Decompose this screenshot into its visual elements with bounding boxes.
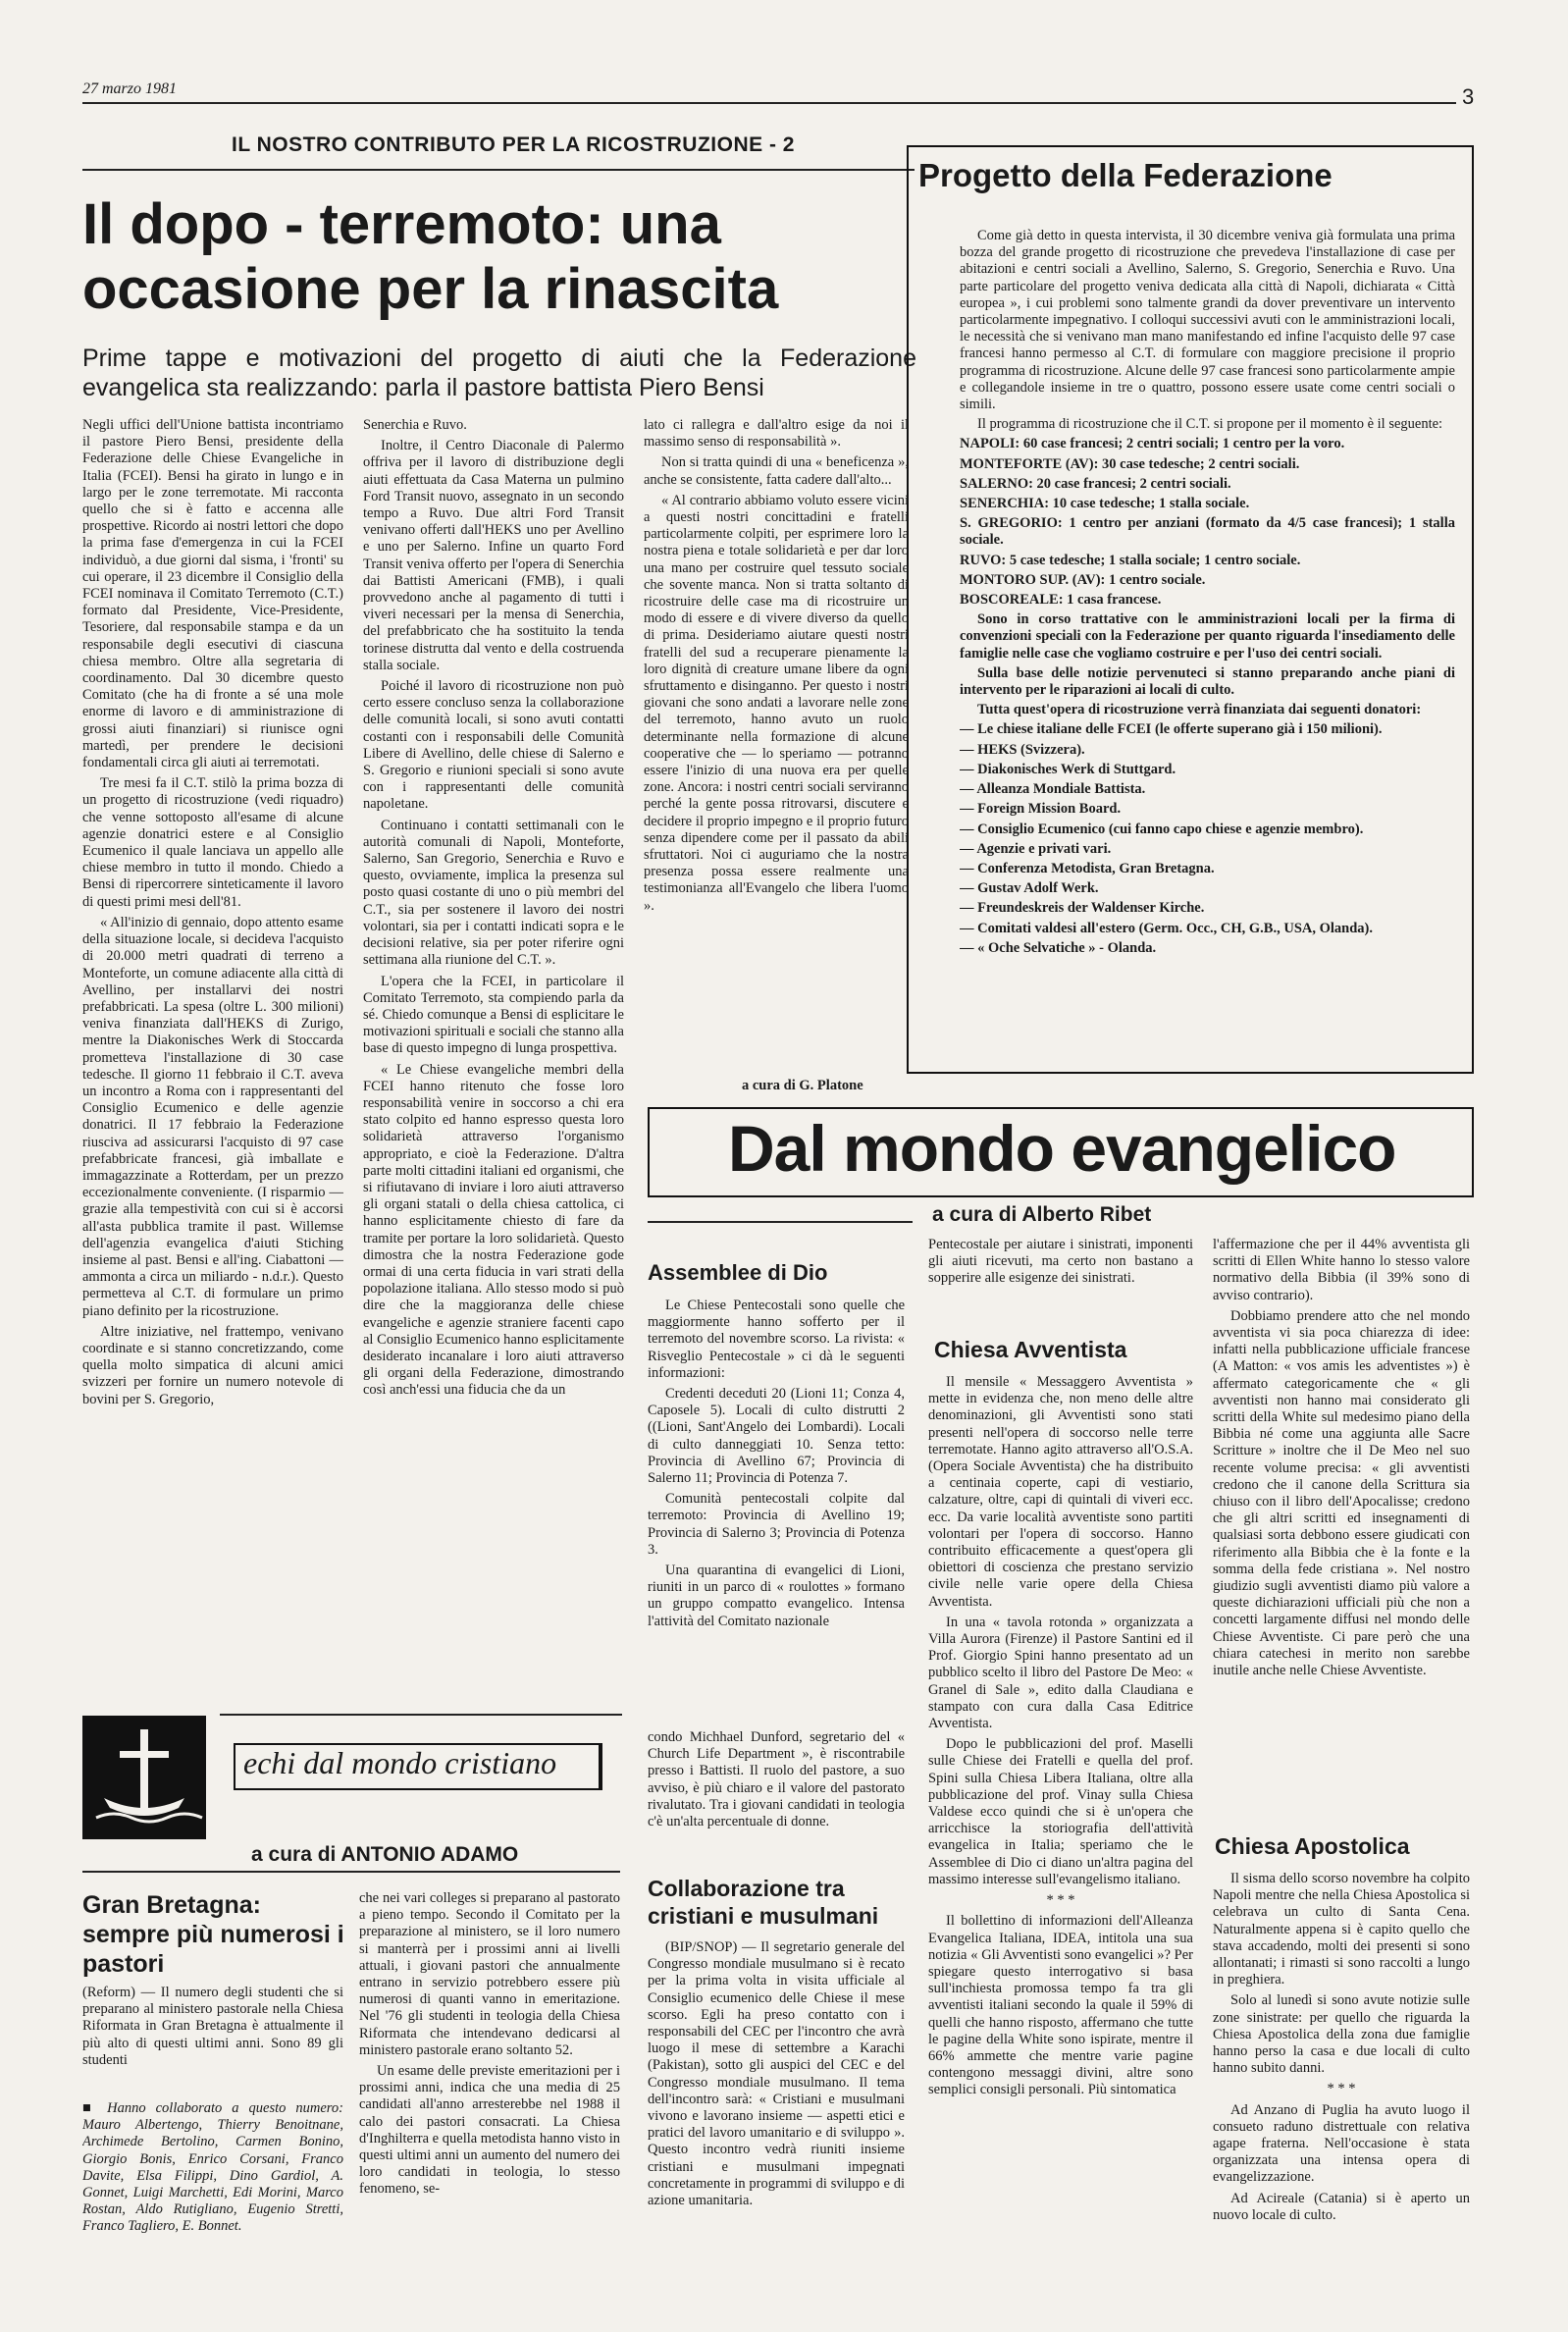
program-item: BOSCOREALE: 1 casa francese. [960, 592, 1162, 609]
echi-logo [82, 1716, 206, 1839]
mondo-rule [648, 1221, 913, 1223]
apostolica-title: Chiesa Apostolica [1215, 1833, 1410, 1859]
paragraph: (BIP/SNOP) — Il segretario generale del Congresso mondiale musulmano si è recato per la prima volta in visita ufficiale al Consiglio ecumenico delle Chiese il mese scorso. Egli ha preso contatto con i responsabili del CEC per l'incontro che avrà luogo il mese di settembre a Karachi (Pakistan), sotto gli auspici del CEC e del Congresso mondiale musulmano. Il tema dell'incontro sarà: « Cristiani e musulmani vivono e lavorano insieme — aspetti etici e pratici del lavoro umanitario e di sviluppo ». Questo incontro vedrà riuniti insieme cristiani e musulmani impegnati concretamente in programmi di sviluppo e di azione umanitaria. [648, 1939, 905, 2209]
paragraph: Sono in corso trattative con le amministrazioni locali per la firma di convenzioni speciali con la Federazione per quanto riguarda l'insediamento delle famiglie nelle case che vogliamo costruire e per l'uso dei centri sociali. [960, 611, 1455, 662]
paragraph: Le Chiese Pentecostali sono quelle che maggiormente hanno sofferto per il terremoto del novembre scorso. La rivista: « Risveglio Pentecostale » ci dà le seguenti informazioni: [648, 1298, 905, 1381]
mondo-col-2-top [928, 1237, 1193, 1315]
paragraph: Dobbiamo prendere atto che nel mondo avventista vi sia poca chiarezza di idee: infatti nella pubblicazione ufficiale francese (A Matton: « vos amis les adventistes ») è affermato categoricamente che « gli avventisti non hanno mai considerato gli scritti della White sul medesimo piano della Bibbia né come una aggiunta alle Sacre Scritture » inoltre che il De Meo nel suo recente volume precisa: « gli avventisti credono che il canone della Scrittura sia chiuso con il libro dell'Apocalisse; credono che gli altri scritti ed insegnamenti di qualsiasi sorta debbono essere giudicati con riferimento alla Bibbia che è la fonte e la somma della fede cristiana ». Nel nostro giudizio sugli avventisti diamo più valore a queste dichiarazioni ufficiali più che non a concetti largamente diffusi nel mondo delle Chiese Avventiste. Ci pare però che una chiara catechesi in merito non sarebbe inutile anche nelle Chiese Avventiste. [1213, 1307, 1470, 1679]
paragraph [82, 2100, 343, 2236]
program-item: MONTORO SUP. (AV): 1 centro sociale. [960, 571, 1206, 588]
paragraph: lato ci rallegra e dall'altro esige da noi il massimo senso di responsabilità ». [644, 417, 909, 450]
mondo-banner [648, 1107, 1474, 1197]
paragraph: condo Michhael Dunford, segretario del « Church Life Department », è riscontrabile presso i Battisti. Il ruolo del pastore, a suo avviso, è più chiaro e il valore del pastorato rivalutato. Tra i giovani candidati in teologia c'è un'alta percentuale di donne. [648, 1729, 905, 1830]
donor-item: — HEKS (Svizzera). [960, 741, 1085, 758]
program-item: RUVO: 5 case tedesche; 1 stalla sociale; 1 centro sociale. [960, 552, 1301, 568]
paragraph: Tutta quest'opera di ricostruzione verrà finanziata dai seguenti donatori: [977, 702, 1422, 718]
article-col-1 [82, 417, 343, 1683]
paragraph: « Le Chiese evangeliche membri della FCEI hanno ritenuto che fosse loro responsabilità venire in soccorso a chi era stato colpito ed hanno espresso questa loro solidarietà attraverso l'organismo appropriato, e cioè la Federazione. D'altra parte molti cittadini italiani ed organismi, che si rifiutavano di inviare i loro aiuti attraverso gli organi statali o della chiesa cattolica, ci hanno esplicitamente chiesto di fare da tramite per portare la loro solidarietà. Questo dimostra che la nostra Federazione gode ormai di una certa fiducia in vari strati della popolazione italiana. Allo stesso modo si può dire che la maggioranza delle chiese evangeliche e agenzie straniere facenti capo al Consiglio Ecumenico hanno esplicitamente desiderato incanalare i loro aiuti attraverso gli organi della Federazione, dimostrando così anch'essi una fiducia che da un [363, 1061, 624, 1399]
header-rule [82, 102, 1456, 104]
assemblee-col [648, 1298, 905, 1685]
federation-title: Progetto della Federazione [918, 157, 1333, 193]
paragraph: l'affermazione che per il 44% avventista gli scritti di Ellen White hanno lo stesso valore normativo della Bibbia (il 39% sono di avviso contrario). [1213, 1237, 1470, 1303]
page-number: 3 [1462, 84, 1475, 109]
echi-byline: a cura di ANTONIO ADAMO [251, 1843, 519, 1866]
mondo-byline: a cura di Alberto Ribet [932, 1203, 1152, 1226]
paragraph: Ad Anzano di Puglia ha avuto luogo il consueto raduno distrettuale con relativa agape fraterna. Nell'occasione è stata organizzata una intensa opera di evangelizzazione. [1213, 2101, 1470, 2186]
paragraph: Non si tratta quindi di una « beneficenza », anche se consistente, fatta cadere dall'alto... [644, 454, 909, 488]
article-byline: a cura di G. Platone [742, 1078, 863, 1093]
paragraph: L'opera che la FCEI, in particolare il Comitato Terremoto, sta compiendo parla da sé. Chiedo comunque a Bensi di esplicitare le motivazioni spirituali e sociali che stanno alla base di questo impegno di lunga prospettiva. [363, 973, 624, 1057]
avventista-col [928, 1374, 1193, 2287]
paragraph: « All'inizio di gennaio, dopo attento esame della situazione locale, si decideva l'acquisto di 20.000 metri quadrati di terreno a Monteforte, un comune adiacente alla città di Avellino, per installarvi dei nostri prefabbricati. La spesa (oltre L. 300 milioni) veniva finanziata dall'HEKS di Zurigo, mentre la Diakonisches Werk di Stoccarda prometteva l'installazione di 30 case tedesche. Il giorno 11 febbraio il C.T. aveva un incontro a Roma con i rappresentanti del Consiglio Ecumenico e delle agenzie donatrici. Il 17 febbraio la Federazione riusciva ad assicurarsi l'acquisto di 97 case prefabbricate francesi, già imballate e immagazzinate a Rotterdam, per un prezzo eccezionalmente conveniente. (I risparmio — grazie alla tempestività con cui si è accorsi all'asta pubblica tramite il past. Willemse dell'agenzia evangelica d'aiuti Stiching insieme al past. Bensi e all'ing. Ciabattoni — ammonta a circa un miliardo - n.d.r.). Questo permetteva al C.T. di formulare un primo piano definito per la ricostruzione. [82, 914, 343, 1319]
paragraph: Poiché il lavoro di ricostruzione non può certo essere concluso senza la collaborazione delle comunità locali, si sono avuti contatti costanti con i responsabili delle Comunità Libere di Avellino, delle chiese di Salerno e S. Gregorio e riunioni speciali si sono avute con i rappresentanti delle comunità napoletane. [363, 678, 624, 813]
gb-col-2 [359, 1890, 620, 2293]
paragraph: Una quarantina di evangelici di Lioni, riuniti in un parco di « roulottes » formano un gruppo compatto evangelico. Intensa l'attività del Comitato nazionale [648, 1563, 905, 1629]
bullet-icon: ■ [82, 2100, 108, 2116]
gb-col-3-top [648, 1729, 905, 1877]
gb-title: Gran Bretagna: sempre più numerosi i pastori [82, 1891, 344, 1978]
paragraph: Inoltre, il Centro Diaconale di Palermo offriva per il lavoro di distribuzione degli aiuti effettuata da Casa Materna un pulmino Ford Transit nuovo, assegnato in un secondo tempo a Ruvo. Due altri Ford Transit venivano offerti dall'HEKS uno per Avellino e uno per Salerno. Infine un quarto Ford Transit veniva offerto per l'opera di Senerchia dai Battisti Americani (FMB), i quali provvedono anche al pagamento di tutti i viveri necessari per la mensa di Senerchia, del prefabbricato che ha sostituito la tenda torinese distrutta dal vento e della costruenda stalla sociale. [363, 438, 624, 673]
donor-item: — Agenzie e privati vari. [960, 840, 1112, 857]
avventista-title: Chiesa Avventista [934, 1337, 1127, 1362]
federation-body [960, 228, 1455, 1062]
program-item: S. GREGORIO: 1 centro per anziani (formato da 4/5 case francesi); 1 stalla sociale. [960, 515, 1455, 549]
paragraph: Altre iniziative, nel frattempo, venivano coordinate e si stanno concretizzando, come quella molto simpatica di alcuni amici svizzeri per fornire un numero notevole di bovini per S. Gregorio, [82, 1323, 343, 1407]
echi-rule-top [220, 1714, 622, 1716]
assemblee-title: Assemblee di Dio [648, 1260, 828, 1285]
echi-rule-mid [82, 1871, 620, 1873]
mondo-col-3-top [1213, 1237, 1470, 1826]
apostolica-col [1213, 1871, 1470, 2293]
article-col-2 [363, 417, 624, 1683]
paragraph: Credenti deceduti 20 (Lioni 11; Conza 4, Caposele 5). Locali di culto distrutti 2 ((Lioni, Sant'Angelo dei Lombardi). Locali di culto danneggiati 10. Senza tetto: Provincia di Avellino 67; Provincia di Salerno 11; Provincia di Potenza 7. [648, 1386, 905, 1487]
paragraph: Continuano i contatti settimanali con le autorità comunali di Napoli, Monteforte, Salerno, San Gregorio, Senerchia e Ruvo e questo, ovviamente, implica la presenza sul posto quasi costante di uno o più membri del C.T., sia per sostenere il lavoro dei nostri volontari, sia per i contatti indicati sopra e le decisioni relative, sia per poter riferire ogni settimana alla riunione del C.T. ». [363, 817, 624, 969]
article-title: Il dopo - terremoto: una occasione per la rinascita [82, 192, 779, 321]
paragraph: Solo al lunedì si sono avute notizie sulle zone sinistrate: per quello che riguarda la Chiesa Apostolica della zona due famiglie hanno perso la casa e due locali di culto hanno subito danni. [1213, 1992, 1470, 2077]
paragraph: Tre mesi fa il C.T. stilò la prima bozza di un progetto di ricostruzione (vedi riquadro) che venne sottoposto all'esame di alcune agenzie donatrici estere e al Consiglio Ecumenico il quale lanciava un appello alle chiese membro in tutto il mondo. Chiedo a Bensi di ripercorrere sinteticamente il lavoro di questi primi mesi dell'81. [82, 775, 343, 910]
collaborators [82, 2100, 343, 2297]
paragraph: Negli uffici dell'Unione battista incontriamo il pastore Piero Bensi, presidente della Federazione delle Chiese Evangeliche in Italia (FCEI). Bensi ha girato in lungo e in largo per le zone terremotate. Mi racconta quello che si è fatto e accenna alle prospettive. Ricordo ai nostri lettori che dopo la prima fase d'emergenza in cui la FCEI individuò, a due giorni dal sisma, i 'fronti' su cui operare, il 23 dicembre il Consiglio della FCEI nominava il Comitato Terremoto (C.T.) formato dal Presidente, Vice-Presidente, Tesoriere, dal responsabile stampa e da un responsabile degli esecutivi di ciascuna chiesa membro. Oltre alla segretaria di coordinamento. Dal 30 dicembre questo Comitato (che ha di fronte a sé una mole enorme di lavoro e di amministrazione di grossi aiuti finanziari) si riunisce ogni martedì, per prendere le decisioni fondamentali circa gli aiuti ai terremotati. [82, 417, 343, 771]
paragraph: Il sisma dello scorso novembre ha colpito Napoli mentre che nella Chiesa Apostolica si celebrava un culto di Santa Cena. Naturalmente appena si è capito quello che stava accadendo, molti dei presenti si sono allontanati; i rimasti si sono raccolti a lungo in preghiera. [1213, 1871, 1470, 1988]
paragraph: che nei vari colleges si preparano al pastorato a pieno tempo. Secondo il Comitato per la preparazione al ministero, se il loro numero si manterrà per i prossimi anni ai livelli attuali, i giovani pastori che annualmente entrano in servizio potrebbero essere più numerosi di quanti vanno in emeritazione. Nel '76 gli studenti in teologia della Chiesa Riformata che intendevano dedicarsi al ministero pastorale erano soltanto 52. [359, 1890, 620, 2058]
paragraph: Ad Acireale (Catania) si è aperto un nuovo locale di culto. [1213, 2190, 1470, 2223]
echi-banner [234, 1743, 602, 1790]
donor-item: — « Oche Selvatiche » - Olanda. [960, 939, 1157, 956]
donor-item: — Diakonisches Werk di Stuttgard. [960, 761, 1176, 777]
paragraph: Il mensile « Messaggero Avventista » mette in evidenza che, non meno delle altre denominazioni, gli Avventisti sono stati presenti nell'opera di soccorso nelle terre terremotate. Hanno agito attraverso all'O.S.A. (Opera Sociale Avventista) che ha distribuito a centinaia coperte, capi di vestiario, calzature, oltre, capi di quintali di viveri ecc. ecc. Da varie località avventiste sono partiti volontari per l'opera di soccorso. Hanno contribuito efficacemente a quest'opera gli obiettori di coscienza che prestano servizio civile nelle varie opere della Chiesa Avventista. [928, 1374, 1193, 1610]
federation-box [907, 145, 1474, 1074]
donor-item: — Consiglio Ecumenico (cui fanno capo chiese e agenzie membro). [960, 821, 1364, 837]
donor-item: — Freundeskreis der Waldenser Kirche. [960, 900, 1205, 917]
kicker-rule [82, 169, 915, 171]
paragraph: Comunità pentecostali colpite dal terremoto: Provincia di Avellino 19; Provincia di Salerno 3; Provincia di Potenza 3. [648, 1491, 905, 1558]
paragraph: Come già detto in questa intervista, il 30 dicembre veniva già formulata una prima bozza del grande progetto di ricostruzione che prevedeva l'installazione di case per abitazioni e centri sociali a Avellino, Salerno, S. Gregorio, Senerchia e Ruvo. Una parte particolare del progetto veniva dedicata alla città di Napoli, dichiarata « Città europea », i cui problemi sono talmente grandi da dover preventivare un intervento particolarmente impegnativo. I colloqui successivi avuti con le amministrazioni locali, le necessità che si venivano man mano manifestando ed infine l'acquisto delle 97 case francesi hanno permesso al C.T. di formulare con maggiore precisione il proprio programma di ricostruzione. Alcune delle 97 case francesi sono particolarmente ampie e collegandole insieme in tre o quattro, possono essere usate come centri sociali o simili. [960, 228, 1455, 413]
paragraph: Senerchia e Ruvo. [363, 417, 467, 433]
article-col-3 [644, 417, 909, 1075]
paragraph: Un esame delle previste emeritazioni per i prossimi anni, indica che una media di 25 candidati all'anno arresterebbe nel 1988 il calo dei pastori consacrati. La Chiesa d'Inghilterra e quella metodista hanno visto in questi ultimi anni un aumento del numero dei loro candidati in teologia, lo stesso fenomeno, se- [359, 2063, 620, 2198]
paragraph: Il programma di ricostruzione che il C.T. si propone per il momento è il seguente: [977, 416, 1443, 433]
donor-item: — Alleanza Mondiale Battista. [960, 781, 1146, 798]
separator: * * * [1046, 1892, 1075, 1909]
echi-banner-label: echi dal mondo cristiano [243, 1745, 557, 1780]
donor-item: — Foreign Mission Board. [960, 801, 1122, 818]
gb-col-1 [82, 1985, 343, 2097]
program-item: SALERNO: 20 case francesi; 2 centri sociali. [960, 475, 1231, 492]
paragraph: Sulla base delle notizie pervenuteci si stanno preparando anche piani di intervento per le riparazioni ai locali di culto. [960, 664, 1455, 699]
collab-title: Collaborazione tra cristiani e musulmani [648, 1876, 879, 1929]
donor-item: — Conferenza Metodista, Gran Bretagna. [960, 860, 1215, 876]
article-subtitle: Prime tappe e motivazioni del progetto di aiuti che la Federazione evangelica sta realizzando: parla il pastore battista Piero Bensi [82, 344, 916, 401]
program-item: NAPOLI: 60 case francesi; 2 centri sociali; 1 centro per la voro. [960, 436, 1345, 452]
donor-item: — Comitati valdesi all'estero (Germ. Occ., CH, G.B., USA, Olanda). [960, 920, 1373, 936]
mondo-title: Dal mondo evangelico [728, 1112, 1396, 1185]
separator: * * * [1327, 2081, 1356, 2097]
page-date: 27 marzo 1981 [82, 80, 178, 97]
paragraph: Il bollettino di informazioni dell'Alleanza Evangelica Italiana, IDEA, intitola una sua notizia « Gli Avventisti sono evangelici »? Per spiegare questo interrogativo si basa sull'inchiesta promossa tempo fa tra gli avventisti italiani secondo la quale il 59% di quelli che hanno risposto, affermano che tutte le pagine della White sono ispirate, mentre il 66% ammette che mentre varie pagine contengono messaggi divini, altre sono semplici consigli personali. Più sintomatica [928, 1913, 1193, 2098]
donor-item: — Gustav Adolf Werk. [960, 880, 1099, 897]
program-item: MONTEFORTE (AV): 30 case tedesche; 2 centri sociali. [960, 455, 1300, 472]
paragraph: In una « tavola rotonda » organizzata a Villa Aurora (Firenze) il Pastore Santini ed il Prof. Giorgio Spini hanno presentato ad un pubblico scelto il libro del Pastore De Meo: « Granel di Sale », edito dalla Claudiana e stampato con cura dalla Casa Editrice Avventista. [928, 1614, 1193, 1732]
paragraph: « Al contrario abbiamo voluto essere vicini a questi nostri concittadini e fratelli particolarmente colpiti, per esprimere loro la nostra piena e totale solidarietà e per dar loro una mano per costruire quel tessuto sociale che sovente manca. Non si tratta soltanto di ricostruire delle case ma di ricostruire un modo di essere e di vivere diverso da quello di prima. Desideriamo aiutare questi nostri fratelli del sud a recuperare pienamente la loro dignità di creature umane libere da ogni sfruttamento e disinganno. Per questo i nostri giovani che sono andati a lavorare nelle zone del terremoto, hanno avuto un ruolo determinante nella formazione di alcune cooperative che — lo speriamo — potranno essere l'inizio di una nuova era per quelle zone. Ancora: i nostri centri sociali serviranno perché la gente possa ritrovarsi, discutere e decidere il proprio impegno e il proprio futuro senza dipendere come per il passato da abili sfruttatori. Noi ci auguriamo che la nostra presenza possa essere realmente una testimonianza all'Evangelo che libera l'uomo ». [644, 492, 909, 914]
cross-boat-icon [82, 1716, 206, 1839]
donor-item: — Le chiese italiane delle FCEI (le offerte superano già i 150 milioni). [960, 721, 1383, 738]
paragraph: Pentecostale per aiutare i sinistrati, imponenti gli aiuti ricevuti, ma certo non bastano a sopperire alle esigenze dei sinistrati. [928, 1237, 1193, 1287]
paragraph: Dopo le pubblicazioni del prof. Maselli sulle Chiese dei Fratelli e quella del prof. Spini sulla Chiesa Libera Italiana, oltre alla pubblicazione del prof. Vinay sulla Chiesa Valdese ecco quindi che si è un'opera che arricchisce la storiografia dell'attività evangelica in Italia; speriamo che le Assemblee di Dio ci diano un'altra pagina del massimo interesse sull'evangelismo italiano. [928, 1736, 1193, 1887]
paragraph: (Reform) — Il numero degli studenti che si preparano al ministero pastorale nella Chiesa Riformata in Gran Bretagna è attualmente il più alto di questi ultimi anni. Sono 89 gli studenti [82, 1985, 343, 2068]
program-item: SENERCHIA: 10 case tedesche; 1 stalla sociale. [960, 496, 1250, 512]
article-kicker: IL NOSTRO CONTRIBUTO PER LA RICOSTRUZIONE - 2 [232, 133, 795, 156]
collaborators-text: Hanno collaborato a questo numero: Mauro Albertengo, Thierry Benoitnane, Archimede Bertolino, Carmen Bonino, Giorgio Bonis, Enrico Corsani, Franco Davite, Elsa Filippi, Dino Gardiol, A. Gonnet, Luigi Marchetti, Edi Morini, Marco Rostan, Aldo Rutigliano, Eugenio Stretti, Franco Tagliero, E. Bonnet. [82, 2100, 343, 2235]
collab-col [648, 1939, 905, 2293]
